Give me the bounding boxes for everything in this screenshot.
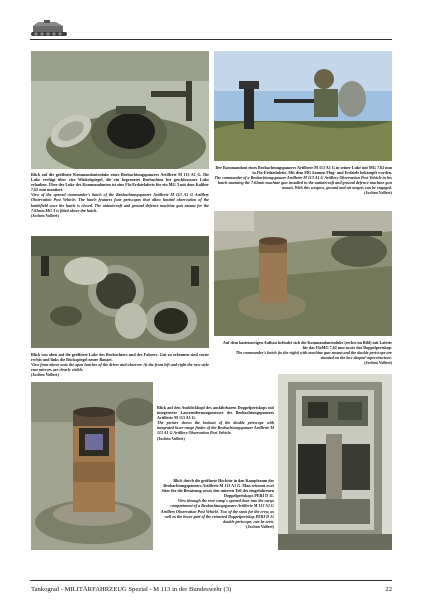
caption-photo-4 — [222, 340, 392, 365]
caption-4-credit: (Jochen Vollert) — [364, 360, 392, 366]
caption-3-german: Blick von oben auf die geöffnete Luke des Beobachters und des Fahrers. Gut zu erkennen sind vorne rechts und links die Rückspiegel neuer Bauart. — [31, 352, 209, 363]
caption-5-credit: (Jochen Vollert) — [157, 435, 185, 441]
caption-2-credit: (Jochen Vollert) — [364, 190, 392, 196]
caption-4-english: The commander's hatch (to the right) with machine gun mount and the double periscope are situated on the box shaped superstructure. — [235, 350, 392, 361]
photo-commander-hatch — [31, 51, 209, 169]
caption-photo-3 — [31, 352, 209, 377]
caption-3-credit: (Jochen Vollert) — [31, 372, 59, 378]
caption-photo-2 — [214, 165, 392, 196]
caption-1-german: Blick auf die geöffnete Kommandantenluke eines Beobachtungspanzers Artillerie M 113 A1 G. Die Luke verfügt über vier Winkelspiegel, die ein begrenztes Beobachten bei geschlossener Luke erlauben. Über der Luke des Kommandanten ist eine Fla-Erdzielafette für ein MG 3 mit dem Kaliber 7,62 mm montiert. — [31, 172, 209, 193]
caption-6-german: Blick durch die geöffnete Hecktür in den Kampfraum des Beobachtungspanzers Artillerie M 113 A1 G. Man erkennt zwei Sitze für die Besatzung sowie den unteren Teil des eingefahrenen Doppelperiskops PERI D 11. — [161, 478, 274, 499]
header-vehicle-icon — [30, 20, 68, 38]
caption-1-english: View of the opened commander's hatch of the Beobachtungspanzer Artillerie M 113 A1 G Artillery Observation Post Vehicle. The hatch features four periscopes that allow limited observation of the battlefield once the hatch is closed. The antiaircraft and ground defence machine gun mount for the 7.62mm MG 3 is fitted above the hatch. — [31, 192, 209, 213]
photo-rear-compartment — [278, 374, 392, 550]
caption-1-credit: (Jochen Vollert) — [31, 212, 59, 218]
caption-5-german: Blick auf den Ausblickkopf des ausfahrbaren Doppelperiskops mit integrierter Laserentfernungsmesser des Beobachtungspanzers Artillerie M 113 A1 G. — [157, 405, 274, 421]
caption-2-english: The commander of a Beobachtungspanzer Artillerie M 113 A1 G Artillery Observation Post Vehicle in his hatch manning the 7.62mm machine gun installed in the antiaircraft and ground defence machine gun mount. With this weapon, ground and air targets can be engaged. — [214, 175, 392, 191]
caption-6-credit: (Jochen Vollert) — [246, 523, 274, 529]
photo-commander-mg — [214, 51, 392, 161]
caption-photo-1 — [31, 172, 209, 218]
footer-publication-title: Tankograd - MILITÄRFAHRZEUG Spezial - M 113 in der Bundeswehr (3) — [31, 586, 232, 593]
caption-photo-6 — [157, 478, 274, 529]
caption-2-german: Der Kommandant eines Beobachtungspanzers Artillerie M 113 A1 G in seiner Luke mit MG 7,62 mm in Fla-Erdzielafette. Mit dem MG können Flug- und Erdziele bekämpft werden. — [215, 165, 392, 176]
photo-double-periscope — [31, 382, 153, 550]
header-rule — [30, 39, 392, 40]
photo-driver-observer-hatches — [31, 236, 209, 348]
footer-page-number: 22 — [385, 586, 392, 593]
caption-4-german: Auf dem kastenartigen Aufbau befindet sich die Kommandantenluke (rechts im Bild) mit Lafette für das FlaMG 7,62 mm sowie das Doppelperiskop. — [222, 340, 392, 351]
caption-5-english: The picture shows the lookout of the double periscope with integrated laser range finder of the Beobachtungspanzer Artillerie M 113 A1 G Artillery Observation Post Vehicle. — [157, 420, 274, 436]
footer-rule — [30, 580, 392, 581]
photo-superstructure — [214, 211, 392, 336]
caption-6-english: View through the rear ramp's opened door into the cargo compartment of a Beobachtungspanzer Artillerie M 113 A1 G Artillery Observation Post Vehicle. Two of the seats for the crew, as well as the lower part of the retracted Doppelperiskop PERI D 11 double periscope, can be seen. — [160, 498, 274, 524]
caption-photo-5 — [157, 405, 274, 441]
caption-3-english: View from above onto the open hatches of the driver and observer. At the front left and right the new style rear mirrors are clearly visible. — [31, 362, 209, 373]
